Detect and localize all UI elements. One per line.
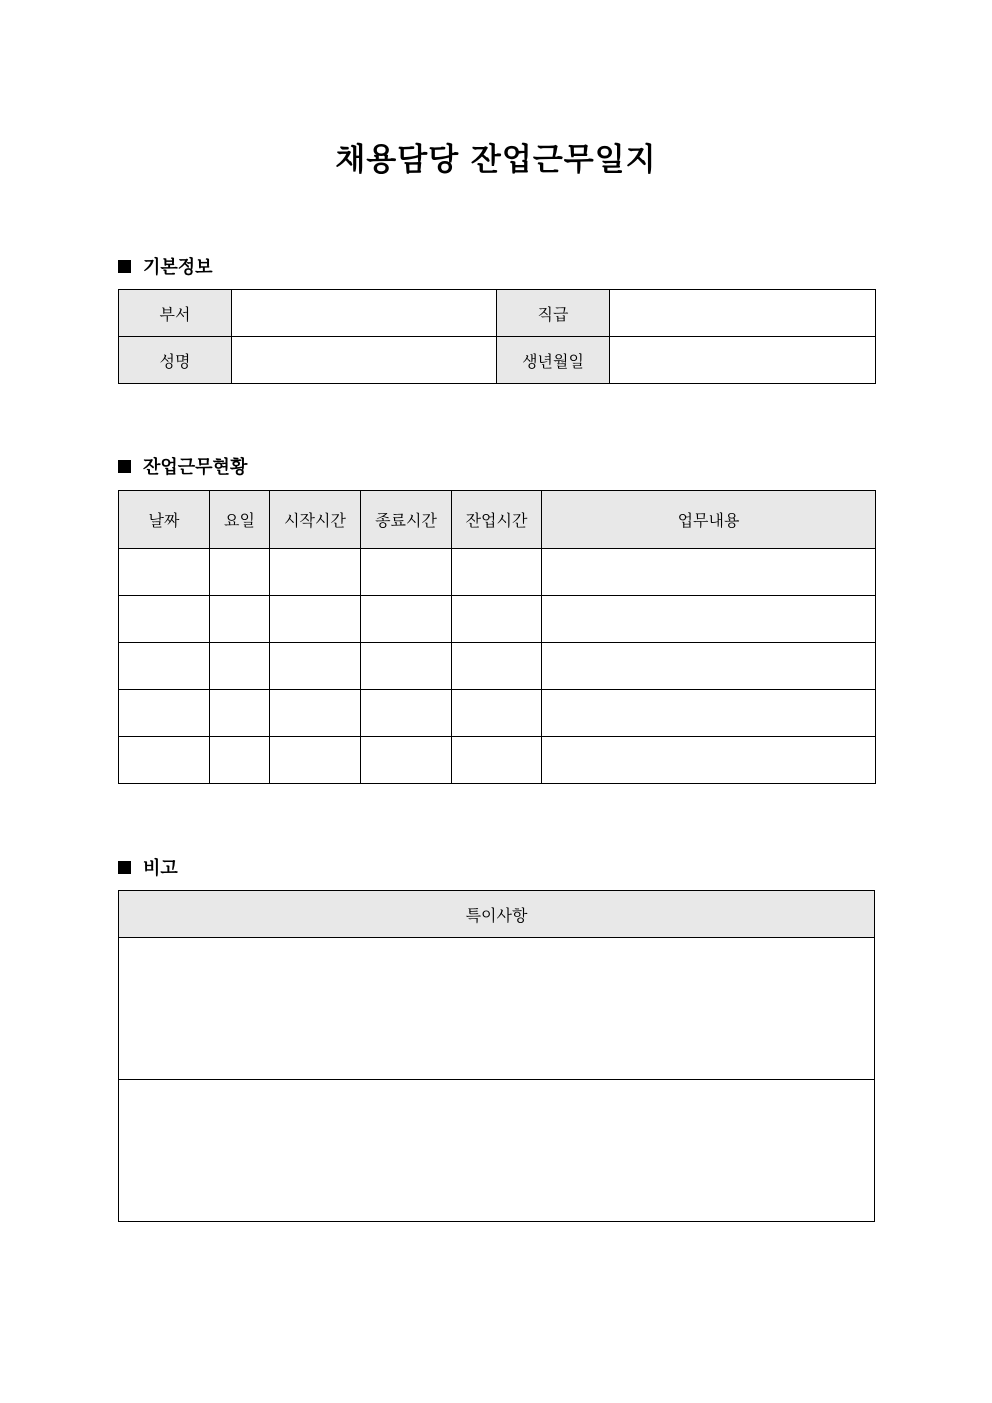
table-row — [119, 290, 876, 337]
special-notes-field[interactable] — [119, 938, 875, 1080]
overtime-hours-cell[interactable] — [452, 549, 542, 596]
start-time-cell[interactable] — [270, 690, 361, 737]
start-time-cell[interactable] — [270, 737, 361, 784]
overtime-hours-cell[interactable] — [452, 737, 542, 784]
date-cell[interactable] — [119, 690, 210, 737]
special-notes-field[interactable] — [119, 1080, 875, 1222]
overtime-hours-cell[interactable] — [452, 596, 542, 643]
overtime-heading-label: 잔업근무현황 — [143, 457, 248, 478]
column-header-start-time: 시작시간 — [270, 491, 361, 549]
start-time-cell[interactable] — [270, 643, 361, 690]
weekday-cell[interactable] — [210, 643, 270, 690]
end-time-cell[interactable] — [361, 596, 452, 643]
bullet-square-icon — [118, 861, 131, 874]
table-header-row — [119, 491, 876, 549]
weekday-cell[interactable] — [210, 596, 270, 643]
start-time-cell[interactable] — [270, 596, 361, 643]
basic-info-table — [118, 289, 876, 384]
basic-info-heading-label: 기본정보 — [143, 257, 213, 278]
end-time-cell[interactable] — [361, 643, 452, 690]
position-label: 직급 — [497, 290, 610, 337]
column-header-task: 업무내용 — [542, 491, 876, 549]
name-field[interactable] — [232, 337, 497, 384]
weekday-cell[interactable] — [210, 690, 270, 737]
table-row — [119, 643, 876, 690]
remarks-heading — [118, 854, 178, 880]
overtime-heading — [118, 453, 247, 479]
table-row — [119, 596, 876, 643]
start-time-cell[interactable] — [270, 549, 361, 596]
weekday-cell[interactable] — [210, 737, 270, 784]
overtime-hours-cell[interactable] — [452, 690, 542, 737]
remarks-table — [118, 890, 875, 1222]
column-header-weekday: 요일 — [210, 491, 270, 549]
name-label: 성명 — [119, 337, 232, 384]
department-label: 부서 — [119, 290, 232, 337]
table-row — [119, 1080, 875, 1222]
weekday-cell[interactable] — [210, 549, 270, 596]
table-row — [119, 737, 876, 784]
table-header-row — [119, 891, 875, 938]
birthdate-field[interactable] — [610, 337, 876, 384]
end-time-cell[interactable] — [361, 549, 452, 596]
column-header-end-time: 종료시간 — [361, 491, 452, 549]
department-field[interactable] — [232, 290, 497, 337]
date-cell[interactable] — [119, 643, 210, 690]
special-notes-header: 특이사항 — [119, 891, 875, 938]
task-cell[interactable] — [542, 596, 876, 643]
page-title: 채용담당 잔업근무일지 — [335, 142, 657, 178]
date-cell[interactable] — [119, 596, 210, 643]
column-header-date: 날짜 — [119, 491, 210, 549]
end-time-cell[interactable] — [361, 690, 452, 737]
task-cell[interactable] — [542, 549, 876, 596]
overtime-table — [118, 490, 876, 784]
date-cell[interactable] — [119, 737, 210, 784]
basic-info-heading — [118, 253, 213, 279]
table-row — [119, 337, 876, 384]
table-row — [119, 938, 875, 1080]
task-cell[interactable] — [542, 690, 876, 737]
table-row — [119, 549, 876, 596]
position-field[interactable] — [610, 290, 876, 337]
bullet-square-icon — [118, 260, 131, 273]
task-cell[interactable] — [542, 737, 876, 784]
date-cell[interactable] — [119, 549, 210, 596]
task-cell[interactable] — [542, 643, 876, 690]
column-header-overtime-hours: 잔업시간 — [452, 491, 542, 549]
table-row — [119, 690, 876, 737]
bullet-square-icon — [118, 460, 131, 473]
remarks-heading-label: 비고 — [143, 858, 178, 879]
overtime-hours-cell[interactable] — [452, 643, 542, 690]
end-time-cell[interactable] — [361, 737, 452, 784]
birthdate-label: 생년월일 — [497, 337, 610, 384]
